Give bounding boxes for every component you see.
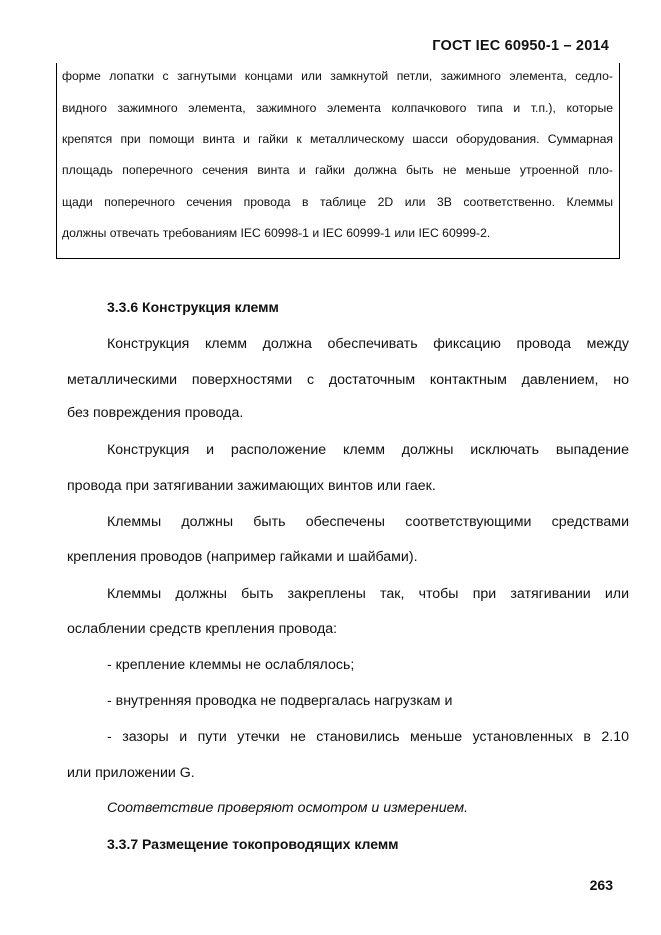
paragraph-line: Конструкция и расположение клемм должны исключать выпадение [107, 442, 629, 458]
paragraph-line: металлическими поверхностями с достаточным контактным давлением, но [67, 372, 629, 388]
paragraph-line: ослаблении средств крепления провода: [67, 621, 338, 637]
section-heading: 3.3.6 Конструкция клемм [107, 299, 279, 315]
box-line: видного зажимного элемента, зажимного элемента колпачкового типа и т.п.), которые [62, 101, 613, 115]
box-line: крепятся при помощи винта и гайки к металлическому шасси оборудования. Суммарная [62, 132, 613, 146]
box-line: площадь поперечного сечения винта и гайки должна быть не меньше утроенной пло- [62, 163, 613, 177]
paragraph-line: без повреждения провода. [67, 405, 244, 421]
paragraph-line: Клеммы должны быть закреплены так, чтобы при затягивании или [107, 586, 629, 602]
box-line: форме лопатки с загнутыми концами или замкнутой петли, зажимного элемента, седло- [62, 69, 613, 83]
paragraph-line: или приложении G. [67, 765, 195, 781]
page-number: 263 [589, 877, 613, 893]
boxed-text-block [56, 63, 620, 259]
box-line: щади поперечного сечения провода в таблице 2D или 3B соответственно. Клеммы [62, 195, 613, 209]
box-line: должны отвечать требованиям IEC 60998-1 и IEC 60999-1 или IEC 60999-2. [62, 226, 491, 240]
list-item: - крепление клеммы не ослаблялось; [107, 657, 355, 673]
paragraph-line: провода при затягивании зажимающих винтов или гаек. [67, 478, 436, 494]
list-item: - зазоры и пути утечки не становились меньше установленных в 2.10 [107, 729, 629, 745]
paragraph-line: Конструкция клемм должна обеспечивать фиксацию провода между [107, 336, 629, 352]
paragraph-line: Клеммы должны быть обеспечены соответствующими средствами [107, 514, 629, 530]
document-header: ГОСТ IEC 60950-1 – 2014 [432, 38, 609, 54]
paragraph-line: крепления проводов (например гайками и шайбами). [67, 549, 418, 565]
compliance-note: Соответствие проверяют осмотром и измерением. [107, 800, 469, 816]
section-heading: 3.3.7 Размещение токопроводящих клемм [107, 836, 399, 852]
list-item: - внутренняя проводка не подвергалась нагрузкам и [107, 693, 453, 709]
